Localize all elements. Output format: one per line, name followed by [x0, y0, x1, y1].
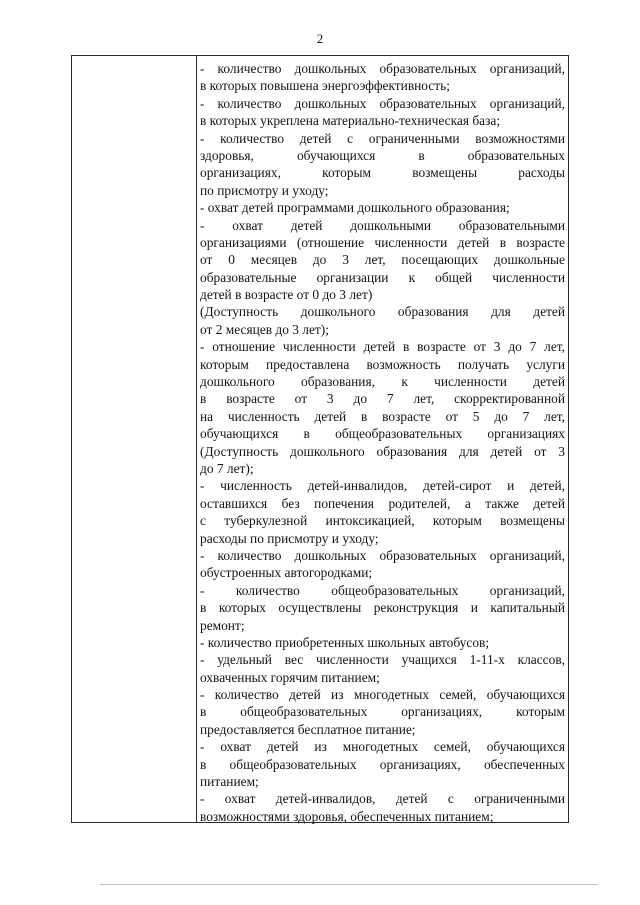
text-line: в которых повышена энергоэффективность; — [200, 78, 450, 94]
text-line: - численность детей-инвалидов, детей-сирот и детей, — [200, 478, 565, 494]
text-line: - охват детей из многодетных семей, обучающихся — [200, 739, 565, 755]
indicators-table — [71, 55, 569, 823]
text-line: - количество приобретенных школьных автобусов; — [200, 634, 490, 650]
text-line: организациями (отношение численности детей в возрасте — [200, 234, 565, 250]
text-line: (Доступность дошкольного образования для детей — [200, 304, 565, 320]
text-line: от 0 месяцев до 3 лет, посещающих дошкольные — [200, 252, 565, 268]
text-line: в которых укреплена материально-техническая база; — [200, 113, 501, 129]
text-line: в которых осуществлены реконструкция и капитальный — [200, 600, 565, 616]
column-divider — [196, 56, 197, 822]
text-line: по присмотру и уходу; — [200, 182, 329, 198]
text-line: - количество общеобразовательных организаций, — [200, 582, 565, 598]
text-line: образовательные организации к общей численности — [200, 269, 565, 285]
text-line: до 7 лет); — [200, 460, 254, 476]
text-line: - количество дошкольных образовательных организаций, — [200, 61, 565, 76]
indicators-text-cell — [200, 60, 565, 825]
text-line: обучающихся в общеобразовательных организациях — [200, 426, 565, 442]
text-line: дошкольного образования, к численности детей — [200, 374, 565, 390]
text-line: - количество детей из многодетных семей, обучающихся — [200, 687, 565, 703]
text-line: в общеобразовательных организациях, обеспеченных — [200, 756, 565, 772]
text-line: (Доступность дошкольного образования для детей от 3 — [200, 443, 565, 459]
text-line: - количество детей с ограниченными возможностями — [200, 130, 565, 146]
text-line: которым предоставлена возможность получать услуги — [200, 356, 565, 372]
text-line: - охват детей-инвалидов, детей с ограниченными — [200, 791, 565, 807]
text-line: ремонт; — [200, 617, 245, 633]
text-line: в возрасте от 3 до 7 лет, скорректированной — [200, 391, 565, 407]
text-line: - отношение численности детей в возрасте от 3 до 7 лет, — [200, 339, 565, 355]
text-line: организациях, которым возмещены расходы — [200, 165, 565, 181]
text-line: - количество дошкольных образовательных организаций, — [200, 547, 565, 563]
text-line: охваченных горячим питанием; — [200, 669, 380, 685]
text-line: расходы по присмотру и уходу; — [200, 530, 379, 546]
text-line: от 2 месяцев до 3 лет); — [200, 321, 329, 337]
page-number: 2 — [316, 31, 324, 46]
text-line: - количество дошкольных образовательных организаций, — [200, 95, 565, 111]
text-line: детей в возрасте от 0 до 3 лет) — [200, 287, 373, 303]
text-line: на численность детей в возрасте от 5 до 7 лет, — [200, 408, 565, 424]
text-line: оставшихся без попечения родителей, а также детей — [200, 495, 565, 511]
text-line: возможностями здоровья, обеспеченных питанием; — [200, 808, 494, 824]
text-line: обустроенных автогородками; — [200, 565, 373, 581]
text-line: в общеобразовательных организациях, которым — [200, 704, 565, 720]
text-line: - охват детей программами дошкольного образования; — [200, 200, 510, 216]
text-line: предоставляется бесплатное питание; — [200, 721, 416, 737]
text-line: с туберкулезной интоксикацией, которым возмещены — [200, 513, 565, 529]
text-line: здоровья, обучающихся в образовательных — [200, 147, 565, 163]
text-line: - охват детей дошкольными образовательными — [200, 217, 565, 233]
text-line: питанием; — [200, 774, 259, 790]
text-line: - удельный вес численности учащихся 1-11-х классов, — [200, 652, 565, 668]
bottom-rule — [100, 884, 598, 885]
